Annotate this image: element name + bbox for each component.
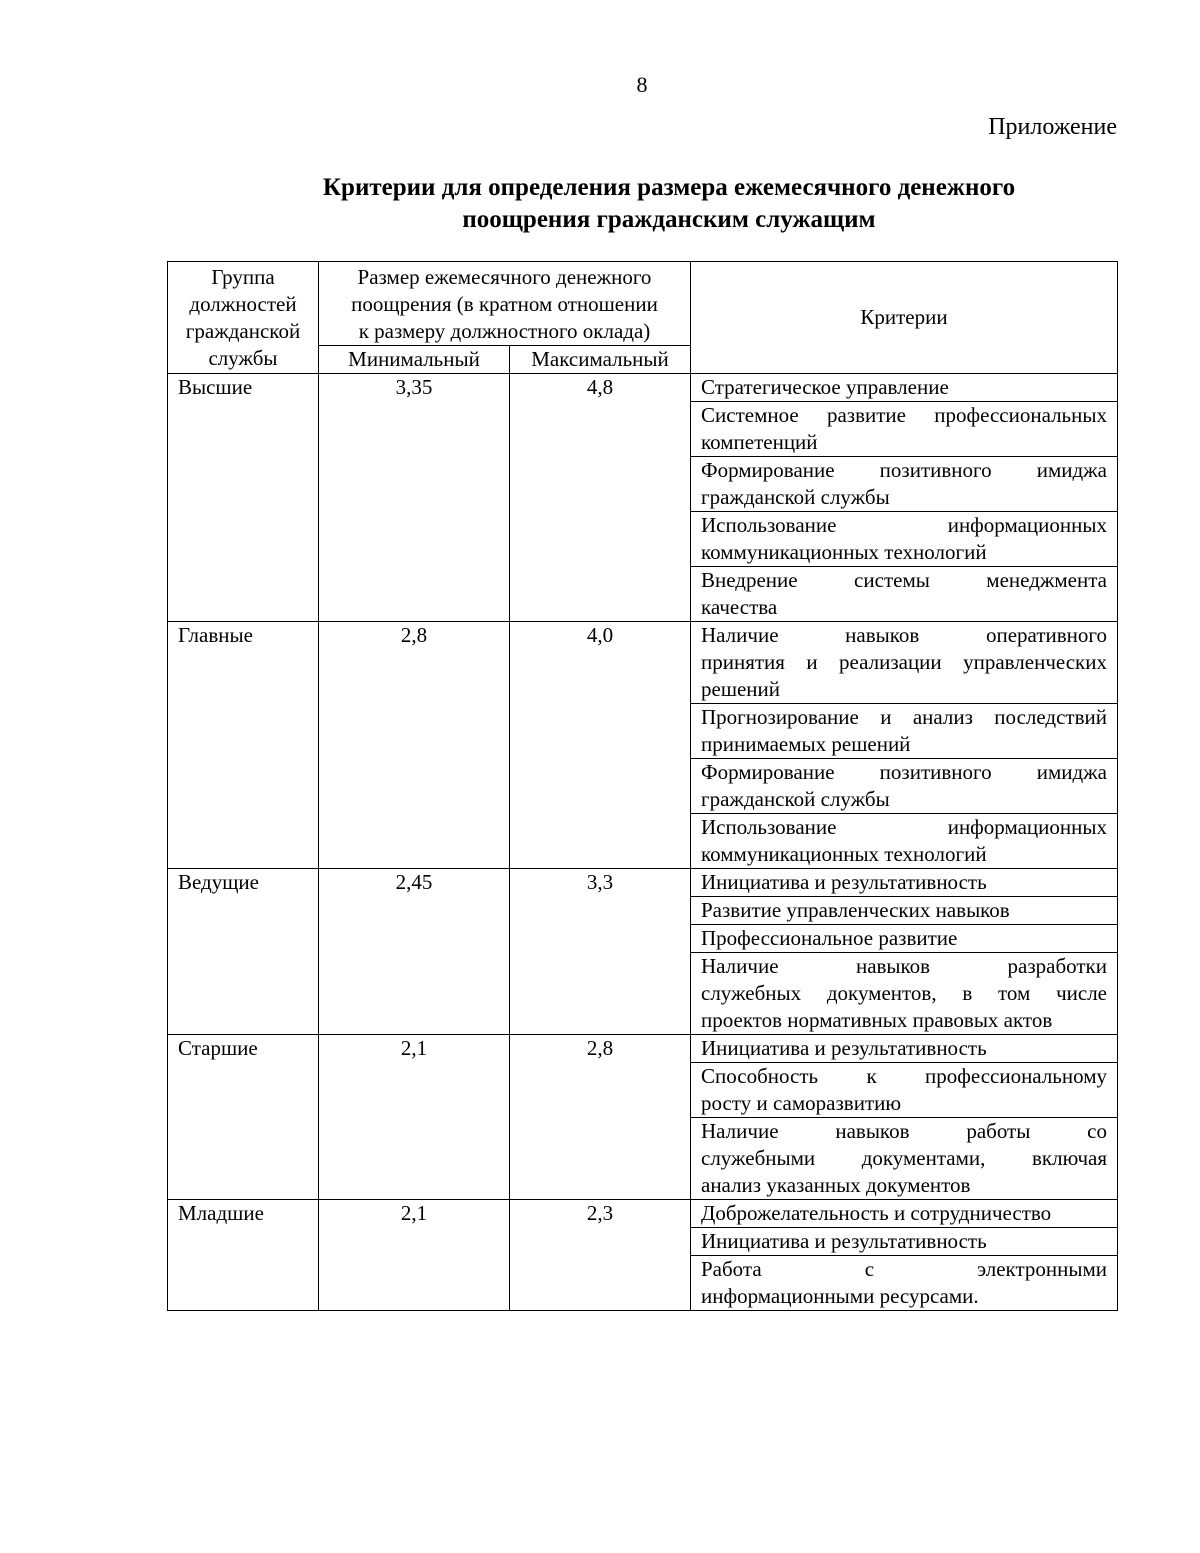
min-value-cell: 2,1: [319, 1035, 510, 1200]
criterion-cell: [691, 1118, 1118, 1200]
header-size-line: поощрения (в кратном отношении: [351, 292, 658, 316]
criterion-cell: [691, 1228, 1118, 1256]
criterion-line: гражданской службы: [701, 787, 890, 811]
table-row: [168, 869, 1118, 897]
criterion-line: Использование информационных: [701, 513, 1107, 537]
criterion-line: Прогнозирование и анализ последствий: [701, 705, 1107, 729]
header-criteria: Критерии: [691, 262, 1118, 374]
criterion-cell: [691, 374, 1118, 402]
header-size-line: к размеру должностного оклада): [358, 319, 651, 343]
criterion-line: проектов нормативных правовых актов: [701, 1008, 1053, 1032]
criterion-cell: [691, 1063, 1118, 1118]
table-row: [168, 622, 1118, 704]
page-number: 8: [636, 72, 648, 97]
criterion-cell: [691, 869, 1118, 897]
criterion-cell: [691, 897, 1118, 925]
criterion-line: Способность к профессиональному: [701, 1064, 1107, 1088]
group-name-cell: Ведущие: [168, 869, 319, 1035]
criterion-line: Инициатива и результативность: [701, 1229, 987, 1253]
table-row: [168, 374, 1118, 402]
criterion-line: Использование информационных: [701, 815, 1107, 839]
header-size-line: Размер ежемесячного денежного: [357, 265, 652, 289]
title-line-2: поощрения гражданским служащим: [462, 206, 876, 233]
criterion-line: принимаемых решений: [701, 732, 911, 756]
header-row-1: [168, 262, 1118, 346]
max-value-cell: 2,3: [510, 1200, 691, 1311]
header-group-line: службы: [208, 346, 278, 370]
criterion-line: росту и саморазвитию: [701, 1091, 902, 1115]
criterion-line: анализ указанных документов: [701, 1173, 971, 1197]
max-value-cell: 2,8: [510, 1035, 691, 1200]
criterion-line: Стратегическое управление: [701, 375, 949, 399]
criterion-line: гражданской службы: [701, 485, 890, 509]
criterion-line: Формирование позитивного имиджа: [701, 458, 1107, 482]
criterion-line: Наличие навыков разработки: [701, 954, 1107, 978]
criterion-line: Развитие управленческих навыков: [701, 898, 1010, 922]
group-name-cell: Старшие: [168, 1035, 319, 1200]
criterion-line: принятия и реализации управленческих: [701, 650, 1107, 674]
min-value-cell: 2,45: [319, 869, 510, 1035]
criterion-cell: [691, 512, 1118, 567]
criterion-line: коммуникационных технологий: [701, 842, 987, 866]
header-max: Максимальный: [510, 346, 691, 374]
criterion-line: Профессиональное развитие: [701, 926, 958, 950]
criterion-cell: [691, 457, 1118, 512]
header-group: [168, 262, 319, 374]
criterion-cell: [691, 622, 1118, 704]
criterion-line: информационными ресурсами.: [701, 1284, 979, 1308]
criterion-cell: [691, 704, 1118, 759]
header-group-line: Группа: [211, 265, 275, 289]
criterion-line: Работа с электронными: [701, 1257, 1107, 1281]
header-group-line: должностей: [189, 292, 297, 316]
criterion-line: качества: [701, 595, 778, 619]
criterion-cell: [691, 814, 1118, 869]
group-name-cell: Главные: [168, 622, 319, 869]
table-row: [168, 1200, 1118, 1228]
header-min: Минимальный: [319, 346, 510, 374]
criterion-line: компетенций: [701, 430, 818, 454]
criterion-line: Инициатива и результативность: [701, 1036, 987, 1060]
title-line-1: Критерии для определения размера ежемесячного денежного: [322, 174, 1016, 201]
criterion-cell: [691, 567, 1118, 622]
criterion-line: служебными документами, включая: [701, 1146, 1107, 1170]
group-name-cell: Высшие: [168, 374, 319, 622]
criterion-line: Наличие навыков оперативного: [701, 623, 1107, 647]
criterion-line: решений: [701, 677, 781, 701]
criterion-line: Формирование позитивного имиджа: [701, 760, 1107, 784]
min-value-cell: 3,35: [319, 374, 510, 622]
criterion-cell: [691, 1200, 1118, 1228]
max-value-cell: 4,0: [510, 622, 691, 869]
criterion-line: Доброжелательность и сотрудничество: [701, 1201, 1052, 1225]
criterion-line: Инициатива и результативность: [701, 870, 987, 894]
header-group-line: гражданской: [185, 319, 301, 343]
criterion-line: Внедрение системы менеджмента: [701, 568, 1107, 592]
max-value-cell: 3,3: [510, 869, 691, 1035]
appendix-label: Приложение: [988, 114, 1117, 140]
group-name-cell: Младшие: [168, 1200, 319, 1311]
criterion-line: коммуникационных технологий: [701, 540, 987, 564]
criterion-cell: [691, 1256, 1118, 1311]
table-row: [168, 1035, 1118, 1063]
document-title: [0, 172, 1200, 236]
criterion-cell: [691, 925, 1118, 953]
criteria-table: [167, 261, 1118, 1311]
criterion-line: служебных документов, в том числе: [701, 981, 1107, 1005]
criterion-cell: [691, 953, 1118, 1035]
min-value-cell: 2,8: [319, 622, 510, 869]
criterion-line: Наличие навыков работы со: [701, 1119, 1107, 1143]
min-value-cell: 2,1: [319, 1200, 510, 1311]
header-size: [319, 262, 691, 346]
max-value-cell: 4,8: [510, 374, 691, 622]
criterion-cell: [691, 1035, 1118, 1063]
criterion-line: Системное развитие профессиональных: [701, 403, 1107, 427]
criterion-cell: [691, 402, 1118, 457]
criterion-cell: [691, 759, 1118, 814]
